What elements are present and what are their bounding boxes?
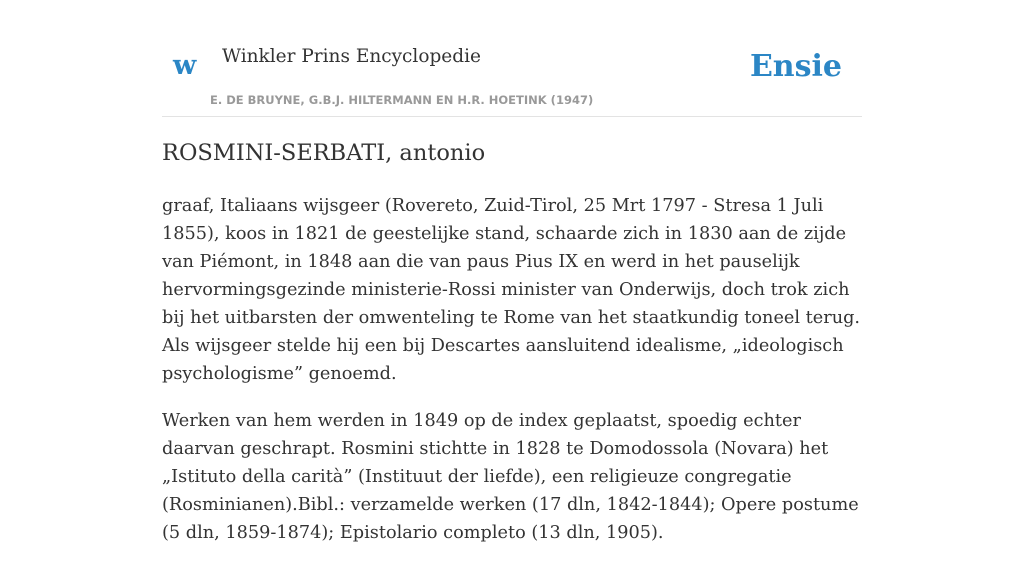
article-title: ROSMINI-SERBATI, antonio — [162, 140, 486, 166]
encyclopedia-title[interactable]: Winkler Prins Encyclopedie — [222, 46, 481, 67]
encyclopedia-authors: E. DE BRUYNE, G.B.J. HILTERMANN EN H.R. HOETINK (1947) — [210, 93, 594, 107]
article-paragraph: graaf, Italiaans wijsgeer (Rovereto, Zuid-Tirol, 25 Mrt 1797 - Stresa 1 Juli 1855), koos in 1821 de geestelijke stand, schaarde zich in 1830 aan de zijde van Piémont, in 1848 aan die van paus Pius IX en werd in het pauselijk hervormingsgezinde ministerie-Rossi minister van Onderwijs, doch trok zich bij het uitbarsten der omwenteling te Rome van het staatkundig toneel terug. Als wijsgeer stelde hij een bij Descartes aansluitend idealisme, „ideologisch psychologisme” genoemd. — [162, 196, 861, 384]
winkler-prins-logo[interactable]: w — [173, 50, 197, 81]
article-paragraph: Werken van hem werden in 1849 op de index geplaatst, spoedig echter daarvan geschrapt. Rosmini stichtte in 1828 te Domodossola (Novara) het „Istituto della carità” (Instituut der liefde), een religieuze congregatie (Rosminianen).Bibl.: verzamelde werken (17 dln, 1842-1844); Opere postume (5 dln, 1859-1874); Epistolario completo (13 dln, 1905). — [162, 411, 859, 543]
article-body — [162, 192, 862, 566]
ensie-logo-link[interactable]: Ensie — [749, 49, 842, 84]
content-container — [162, 0, 862, 543]
site-header — [162, 0, 862, 117]
